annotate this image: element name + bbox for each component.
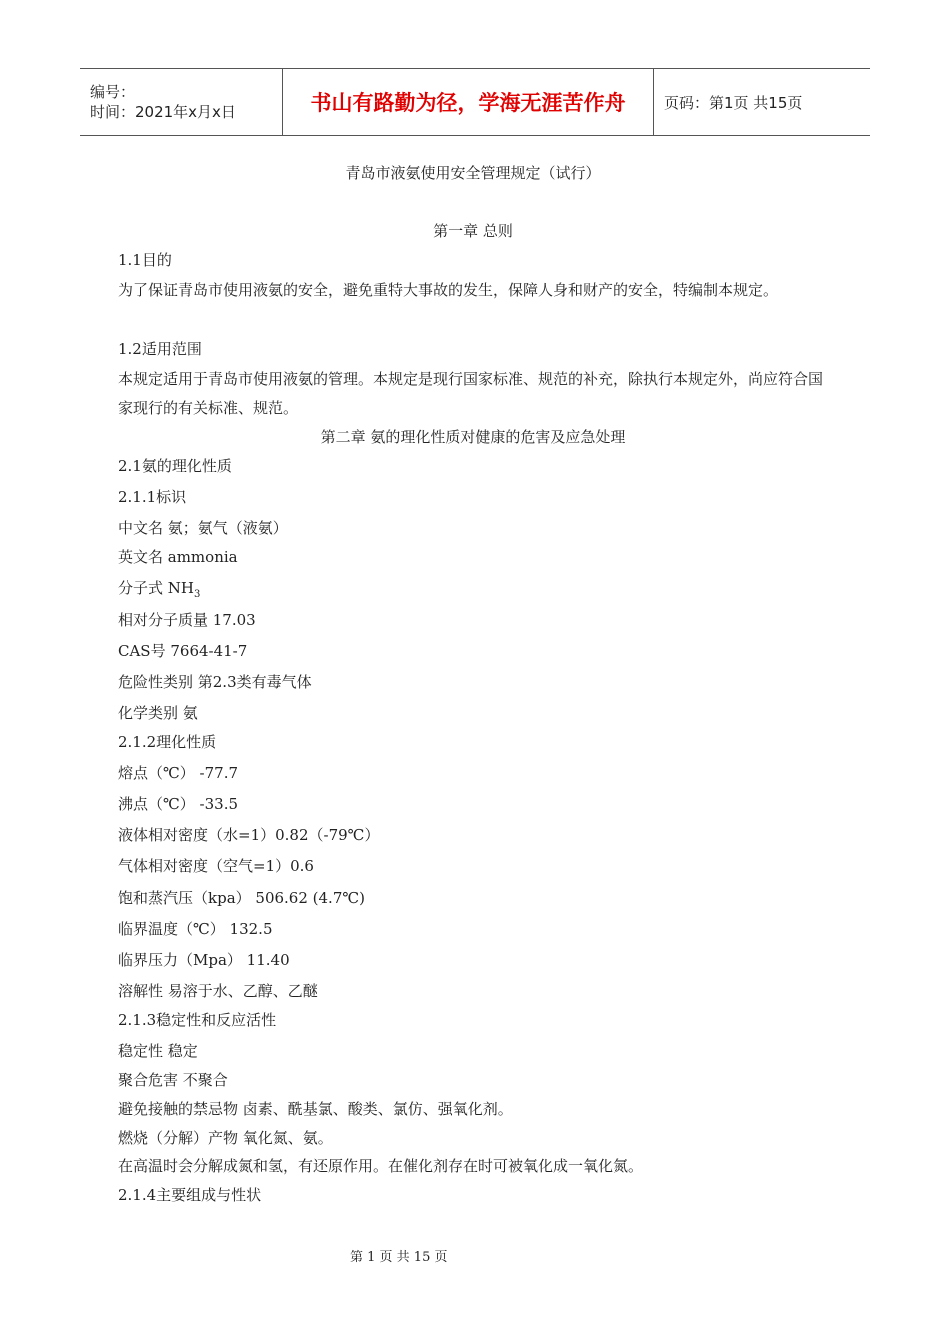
chemical-class: 化学类别 氨 [118, 704, 198, 722]
critical-pressure: 临界压力（Mpa） 11.40 [118, 951, 290, 969]
section-2-1-2: 2.1.2理化性质 [118, 733, 217, 751]
doc-time-label: 时间：2021年x月x日 [90, 103, 236, 121]
gas-density: 气体相对密度（空气=1）0.6 [118, 857, 314, 875]
paragraph-scope: 本规定适用于青岛市使用液氨的管理。本规定是现行国家标准、规范的补充，除执行本规定外，尚应符合国家现行的有关标准、规范。 [118, 370, 824, 417]
polymerization-hazard: 聚合危害 不聚合 [118, 1071, 228, 1089]
formula-subscript: 3 [193, 589, 201, 600]
page-info-text: 页码：第1页 共15页 [664, 93, 803, 112]
boiling-point: 沸点（℃） -33.5 [118, 795, 239, 813]
melting-point: 熔点（℃） -77.7 [118, 764, 239, 782]
doc-title: 青岛市液氨使用安全管理规定（试行） [345, 164, 601, 182]
combustion-products: 燃烧（分解）产物 氧化氮、氨。 [118, 1129, 333, 1147]
stability: 稳定性 稳定 [118, 1042, 198, 1060]
page-header [80, 68, 870, 136]
critical-temperature: 临界温度（℃） 132.5 [118, 920, 273, 938]
section-1-2: 1.2适用范围 [118, 340, 202, 358]
section-1-1: 1.1目的 [118, 251, 172, 269]
section-2-1: 2.1氨的理化性质 [118, 457, 232, 475]
header-page-info [654, 69, 870, 135]
header-meta [80, 69, 282, 135]
liquid-density: 液体相对密度（水=1）0.82（-79℃） [118, 826, 380, 844]
cas-number: CAS号 7664-41-7 [118, 642, 248, 660]
solubility: 溶解性 易溶于水、乙醇、乙醚 [118, 982, 318, 1000]
vapor-pressure: 饱和蒸汽压（kpa） 506.62 (4.7℃) [118, 889, 365, 907]
paragraph-purpose: 为了保证青岛市使用液氨的安全，避免重特大事故的发生，保障人身和财产的安全，特编制本规定。 [118, 281, 779, 299]
english-name: 英文名 ammonia [118, 548, 238, 566]
chapter-1-heading: 第一章 总则 [433, 222, 513, 240]
section-2-1-4: 2.1.4主要组成与性状 [118, 1186, 262, 1204]
formula-label: 分子式 NH [118, 579, 194, 597]
incompatible-materials: 避免接触的禁忌物 卤素、酰基氯、酸类、氯仿、强氧化剂。 [118, 1100, 513, 1118]
section-2-1-1: 2.1.1标识 [118, 488, 187, 506]
section-2-1-3: 2.1.3稳定性和反应活性 [118, 1011, 277, 1029]
chapter-2-heading: 第二章 氨的理化性质对健康的危害及应急处理 [320, 428, 626, 446]
molecular-weight: 相对分子质量 17.03 [118, 611, 256, 629]
header-motto: 书山有路勤为径，学海无涯苦作舟 [310, 91, 626, 115]
molecular-formula [118, 578, 828, 605]
doc-number-label: 编号： [90, 83, 136, 101]
high-temp-decomposition: 在高温时会分解成氮和氢，有还原作用。在催化剂存在时可被氧化成一氧化氮。 [118, 1157, 644, 1175]
page-footer: 第 1 页 共 15 页 [350, 1250, 448, 1265]
hazard-class: 危险性类别 第2.3类有毒气体 [118, 673, 312, 691]
chinese-name: 中文名 氨；氨气（液氨） [118, 519, 288, 537]
header-motto-cell [282, 69, 654, 135]
